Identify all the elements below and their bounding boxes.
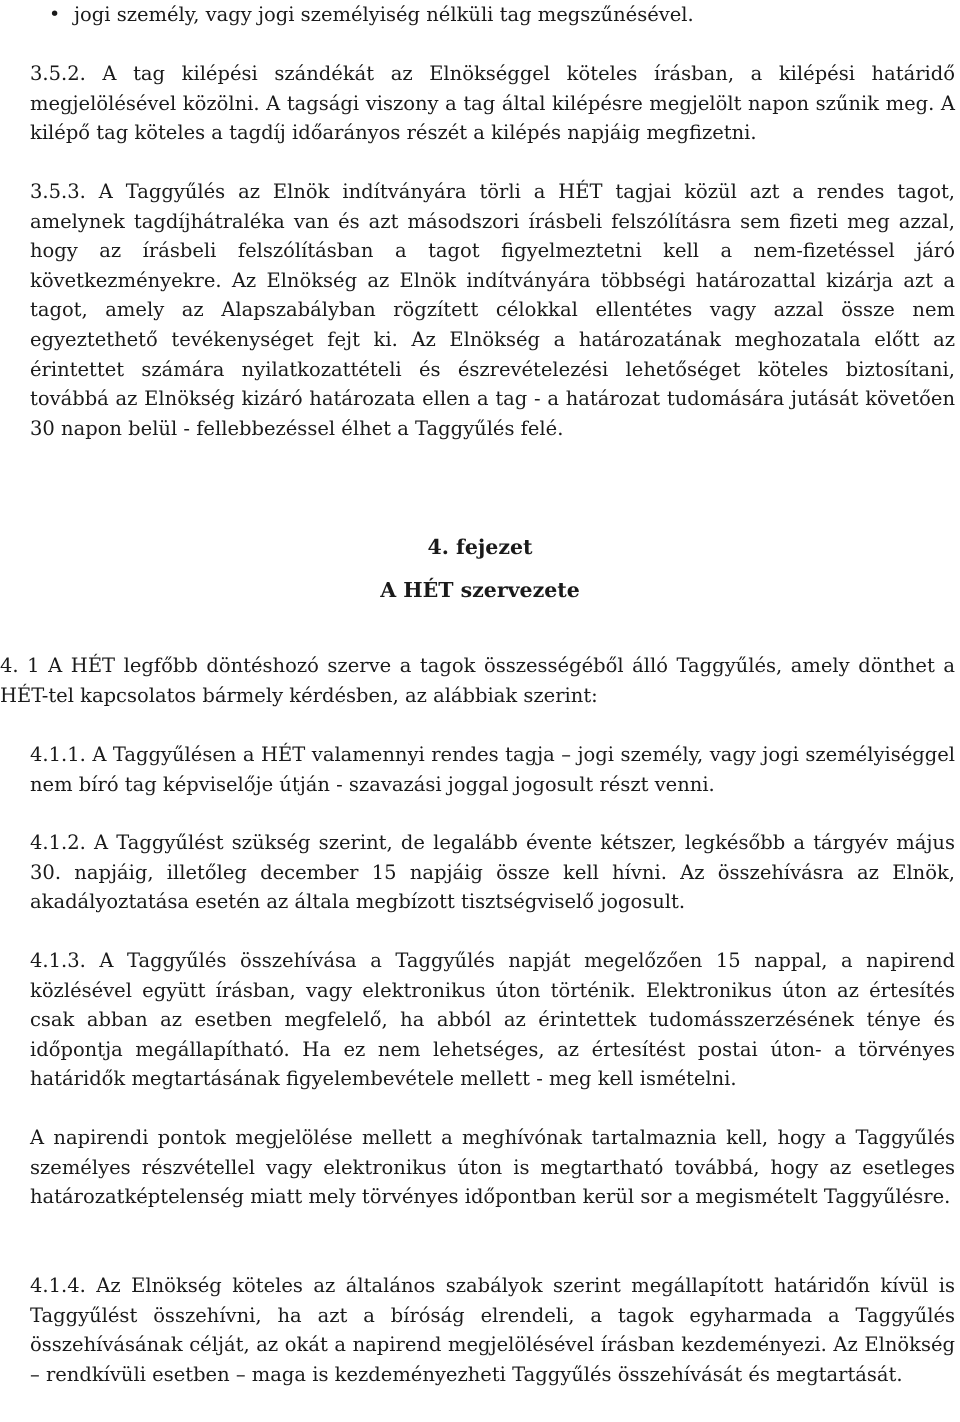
- paragraph-4-1-3: 4.1.3. A Taggyűlés összehívása a Taggyűlés napját megelőzően 15 nappal, a napirend közlésével együtt írásban, vagy elektronikus úton történik. Elektronikus úton az értesítés csak abban az esetben megfelelő, ha abból az érintettek tudomásszerzésének ténye és időpontja megállapítható. Ha ez nem lehetséges, az értesítést postai úton- a törvényes határidők megtartásának figyelembevétele mellett - meg kell ismételni.: [30, 949, 955, 1091]
- paragraph-4-1-1: 4.1.1. A Taggyűlésen a HÉT valamennyi rendes tagja – jogi személy, vagy jogi személyiséggel nem bíró tag képviselője útján - szavazási joggal jogosult részt venni.: [30, 743, 955, 796]
- bullet-item: jogi személy, vagy jogi személyiség nélküli tag megszűnésével.: [74, 3, 694, 26]
- chapter-number: 4. fejezet: [427, 535, 533, 559]
- paragraph-3-5-3: 3.5.3. A Taggyűlés az Elnök indítványára törli a HÉT tagjai közül azt a rendes tagot, amelynek tagdíjhátraléka van és azt másodszori írásbeli felszólításra sem fizeti meg azzal, hogy az írásbeli felszólításban a tagot figyelmeztetni kell a nem-fizetéssel járó következményekre. Az Elnökség az Elnök indítványára többségi határozattal kizárja azt a tagot, amely az Alapszabályban rögzített célokkal ellentétes vagy azzal össze nem egyeztethető tevékenységet fejt ki. Az Elnökség a határozatának meghozatala előtt az érintettet számára nyilatkozattételi és észrevételezési lehetőséget köteles biztosítani, továbbá az Elnökség kizáró határozata ellen a tag - a határozat tudomására jutását követően 30 napon belül - fellebbezéssel élhet a Taggyűlés felé.: [30, 180, 955, 440]
- paragraph-4-1-2: 4.1.2. A Taggyűlést szükség szerint, de legalább évente kétszer, legkésőbb a tárgyév május 30. napjáig, illetőleg december 15 napjáig össze kell hívni. Az összehívásra az Elnök, akadályoztatása esetén az általa megbízott tisztségviselő jogosult.: [30, 831, 955, 914]
- paragraph-4: 4. 1 A HÉT legfőbb döntéshozó szerve a tagok összességéből álló Taggyűlés, amely dönthet a HÉT-tel kapcsolatos bármely kérdésben, az alábbiak szerint:: [0, 654, 955, 707]
- paragraph-4-1-4: 4.1.4. Az Elnökség köteles az általános szabályok szerint megállapított határidőn kívül is Taggyűlést összehívni, ha azt a bíróság elrendeli, a tagok egyharmada a Taggyűlés összehívásának célját, az okát a napirend megjelölésével írásban kezdeményezi. Az Elnökség – rendkívüli esetben – maga is kezdeményezheti Taggyűlés összehívását és megtartását.: [30, 1274, 955, 1386]
- paragraph-4-1-3-continued: A napirendi pontok megjelölése mellett a meghívónak tartalmaznia kell, hogy a Taggyűlés személyes részvétellel vagy elektronikus úton is megtartható továbbá, hogy az esetleges határozatképtelenség miatt mely törvényes időpontban kerül sor a megismételt Taggyűlésre.: [30, 1126, 955, 1209]
- chapter-title: A HÉT szervezete: [380, 578, 580, 602]
- bullet-icon: •: [49, 3, 61, 25]
- paragraph-3-5-2: 3.5.2. A tag kilépési szándékát az Elnökséggel köteles írásban, a kilépési határidő megjelölésével közölni. A tagsági viszony a tag által kilépésre megjelölt napon szűnik meg. A kilépő tag köteles a tagdíj időarányos részét a kilépés napjáig megfizetni.: [30, 62, 955, 145]
